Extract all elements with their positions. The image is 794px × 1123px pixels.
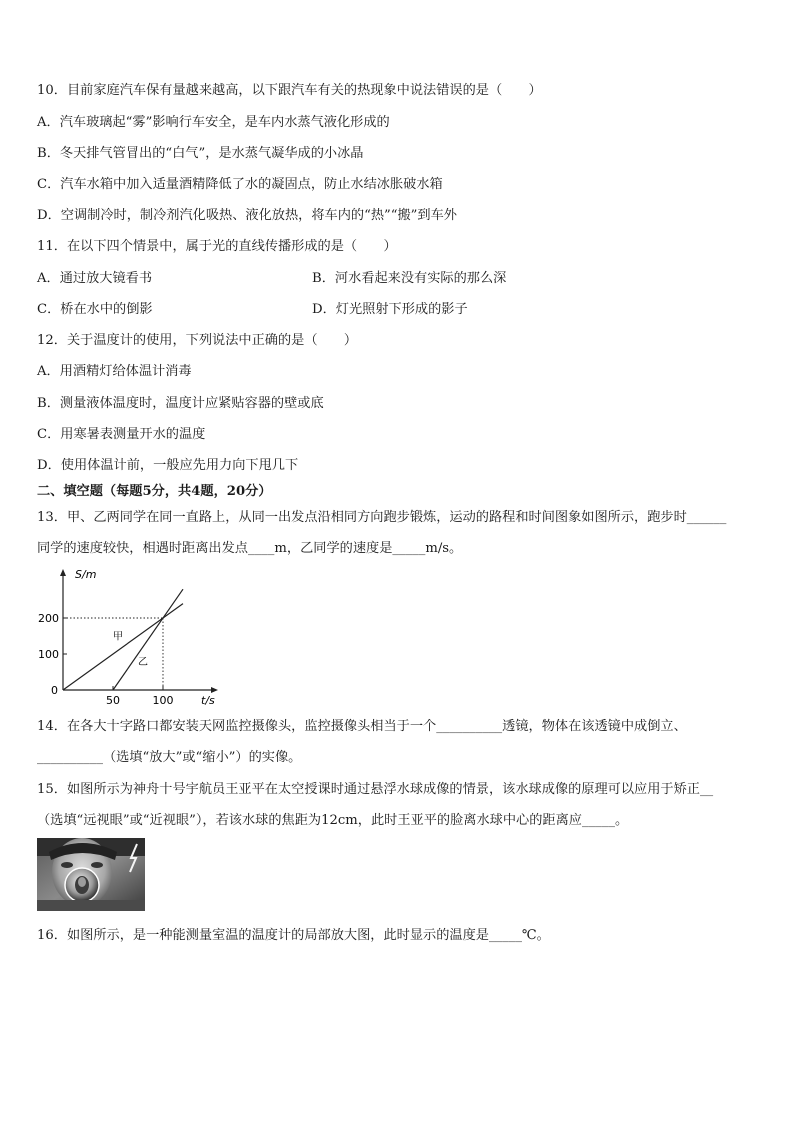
q10-stem: 10．目前家庭汽车保有量越来越高，以下跟汽车有关的热现象中说法错误的是（ ） (37, 83, 542, 98)
q10-option-a: A．汽车玻璃起“雾”影响行车安全，是车内水蒸气液化形成的 (37, 115, 390, 130)
x-axis-label: t/s (201, 694, 215, 707)
q16-text: 16．如图所示，是一种能测量室温的温度计的局部放大图，此时显示的温度是_____℃。 (37, 928, 550, 943)
section-title: 二、填空题（每题5分，共4题，20分） (37, 484, 272, 499)
q10-option-d: D．空调制冷时，制冷剂汽化吸热、液化放热，将车内的“热”“搬”到车外 (37, 208, 457, 223)
q11-stem: 11．在以下四个情景中，属于光的直线传播形成的是（ ） (37, 239, 397, 254)
q11-option-b: B．河水看起来没有实际的那么深 (312, 271, 507, 286)
q13-line1: 13．甲、乙两同学在同一直路上，从同一出发点沿相同方向跑步锻炼，运动的路程和时间图象如图所示，跑步时______ (37, 510, 727, 525)
q15-line1: 15．如图所示为神舟十号宇航员王亚平在太空授课时通过悬浮水球成像的情景，该水球成像的原理可以应用于矫正__ (37, 782, 714, 797)
q14-line1: 14．在各大十字路口都安装天网监控摄像头，监控摄像头相当于一个__________透镜，物体在该透镜中成倒立、 (37, 719, 687, 734)
q11-option-a: A．通过放大镜看书 (37, 271, 153, 286)
x-tick-label-1: 100 (152, 694, 174, 707)
q12-option-d: D．使用体温计前，一般应先用力向下甩几下 (37, 458, 299, 473)
distance-time-chart (37, 562, 227, 707)
astronaut-water-ball-photo (37, 838, 145, 911)
series-label-jia: 甲 (113, 631, 123, 643)
q11-option-c: C．桥在水中的倒影 (37, 302, 153, 317)
q10-option-b: B．冬天排气管冒出的“白气”，是水蒸气凝华成的小冰晶 (37, 146, 364, 161)
x-axis-arrow (211, 687, 218, 693)
q15-line2: （选填“远视眼”或“近视眼”），若该水球的焦距为12cm，此时王亚平的脸离水球中心的距离应_____。 (37, 813, 629, 828)
y-tick-label-0: 100 (38, 648, 59, 661)
series-label-yi: 乙 (138, 656, 148, 668)
q13-line2: 同学的速度较快，相遇时距离出发点____m，乙同学的速度是_____m/s。 (37, 541, 463, 556)
q14-line2: __________（选填“放大”或“缩小”）的实像。 (37, 750, 302, 765)
x-tick-label-0: 50 (106, 694, 120, 707)
y-axis-label: S/m (75, 568, 97, 581)
q10-option-c: C．汽车水箱中加入适量酒精降低了水的凝固点，防止水结冰胀破水箱 (37, 177, 443, 192)
series-line-0 (63, 604, 183, 690)
y-tick-label-1: 200 (38, 612, 59, 625)
q11-option-d: D．灯光照射下形成的影子 (312, 302, 468, 317)
q12-option-b: B．测量液体温度时，温度计应紧贴容器的壁或底 (37, 396, 324, 411)
series-line-1 (113, 589, 183, 690)
q12-stem: 12．关于温度计的使用，下列说法中正确的是（ ） (37, 333, 358, 348)
y-axis-arrow (60, 569, 66, 576)
q12-option-c: C．用寒暑表测量开水的温度 (37, 427, 206, 442)
origin-label: 0 (51, 684, 58, 697)
q12-option-a: A．用酒精灯给体温计消毒 (37, 364, 192, 379)
